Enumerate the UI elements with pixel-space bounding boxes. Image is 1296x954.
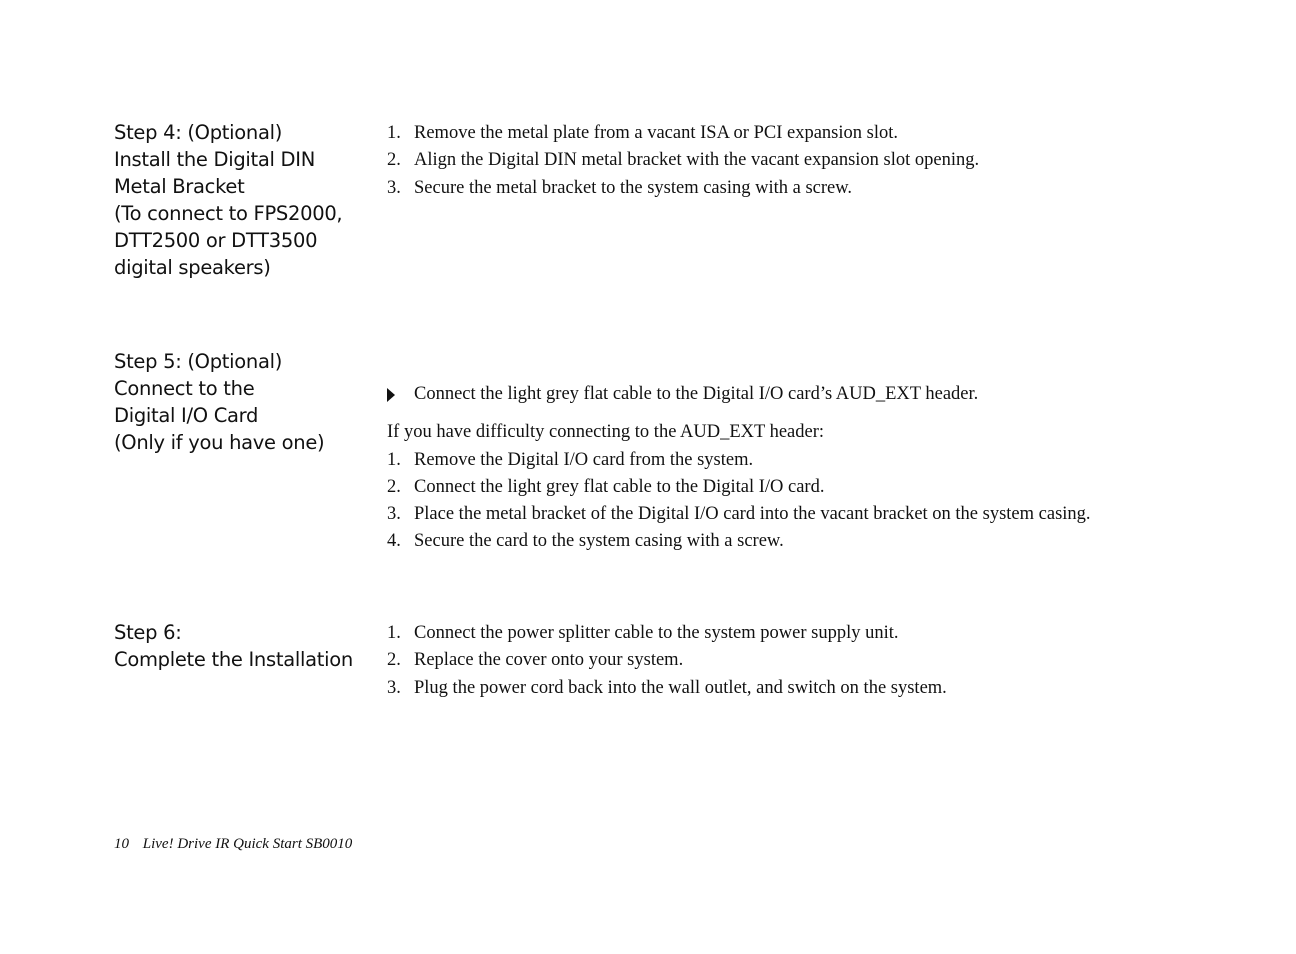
list-item <box>387 447 1187 474</box>
item-number: 1. <box>387 449 401 470</box>
bullet-text: Connect the light grey flat cable to the Digital I/O card’s AUD_EXT header. <box>414 384 979 404</box>
list-item <box>387 620 1187 647</box>
step5-instructions <box>387 381 1187 556</box>
heading-line: Complete the Installation <box>114 648 353 671</box>
step4-instructions <box>387 120 1187 202</box>
heading-line: Step 4: (Optional) <box>114 121 283 144</box>
step6-instructions <box>387 620 1187 702</box>
heading-line: Step 5: (Optional) <box>114 350 283 373</box>
list-item <box>387 175 1187 202</box>
page-number: 10 <box>114 836 129 852</box>
list-item <box>387 647 1187 674</box>
heading-line: Metal Bracket <box>114 175 245 198</box>
heading-line: Install the Digital DIN <box>114 148 315 171</box>
item-text: Place the metal bracket of the Digital I/O card into the vacant bracket on the system casing. <box>414 504 1091 525</box>
list-item <box>387 474 1187 501</box>
list-item <box>387 501 1187 528</box>
item-text: Plug the power cord back into the wall outlet, and switch on the system. <box>414 677 947 698</box>
item-number: 2. <box>387 150 401 171</box>
heading-line: DTT2500 or DTT3500 <box>114 229 318 252</box>
item-text: Remove the metal plate from a vacant ISA or PCI expansion slot. <box>414 123 898 143</box>
troubleshoot-intro: If you have difficulty connecting to the AUD_EXT header: <box>387 422 825 443</box>
item-number: 1. <box>387 623 401 643</box>
item-number: 2. <box>387 476 401 497</box>
item-text: Connect the power splitter cable to the system power supply unit. <box>414 623 899 643</box>
step6-heading <box>114 619 374 673</box>
triangle-bullet-icon <box>387 388 395 402</box>
item-text: Remove the Digital I/O card from the system. <box>414 449 754 470</box>
item-text: Connect the light grey flat cable to the Digital I/O card. <box>414 476 825 497</box>
item-number: 2. <box>387 650 401 671</box>
item-text: Secure the metal bracket to the system casing with a screw. <box>414 177 853 198</box>
document-title: Live! Drive IR Quick Start SB0010 <box>142 836 353 852</box>
item-number: 3. <box>387 504 401 525</box>
item-number: 3. <box>387 677 401 698</box>
bullet-item <box>387 381 1187 408</box>
list-item <box>387 528 1187 555</box>
item-text: Secure the card to the system casing with a screw. <box>414 531 784 552</box>
item-number: 4. <box>387 531 401 552</box>
item-number: 1. <box>387 123 401 143</box>
heading-line: (Only if you have one) <box>114 431 325 454</box>
step5-heading <box>114 348 374 456</box>
item-text: Align the Digital DIN metal bracket with the vacant expansion slot opening. <box>414 150 980 171</box>
heading-line: digital speakers) <box>114 256 271 279</box>
list-item <box>387 147 1187 174</box>
list-item <box>387 120 1187 147</box>
heading-line: (To connect to FPS2000, <box>114 202 343 225</box>
item-number: 3. <box>387 177 401 198</box>
heading-line: Digital I/O Card <box>114 404 259 427</box>
heading-line: Step 6: <box>114 621 182 644</box>
heading-line: Connect to the <box>114 377 255 400</box>
step4-heading <box>114 119 374 281</box>
list-item <box>387 675 1187 702</box>
item-text: Replace the cover onto your system. <box>414 650 684 671</box>
page-footer <box>114 836 352 853</box>
